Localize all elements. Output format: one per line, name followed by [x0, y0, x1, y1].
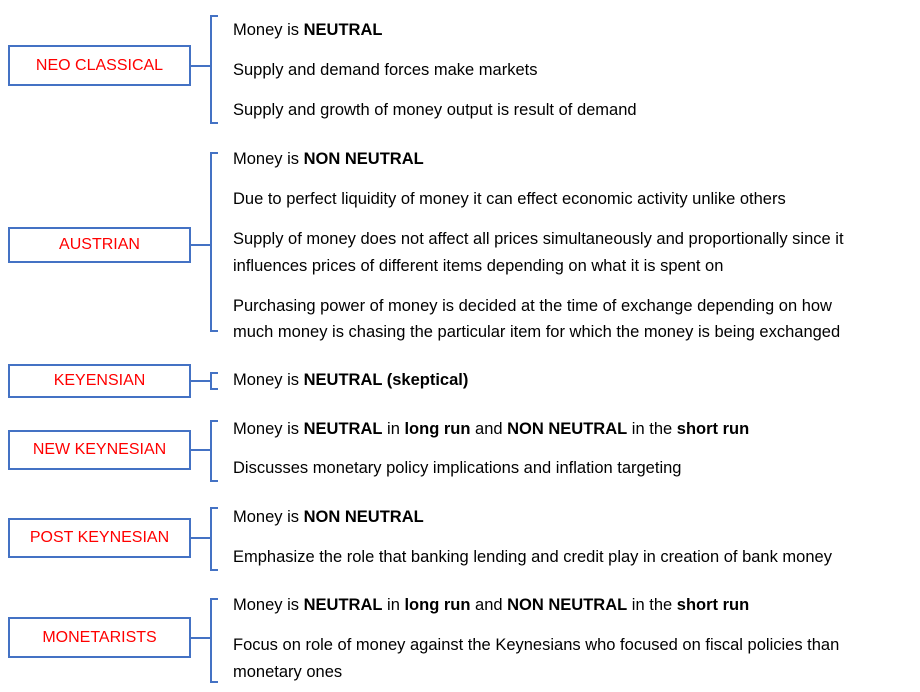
description-line — [233, 367, 468, 393]
school-label: NEW KEYNESIAN — [32, 441, 167, 458]
bold-text: NEUTRAL — [303, 420, 383, 438]
text-run: Money is — [233, 21, 304, 39]
text-run: in the — [627, 596, 677, 614]
text-run: Money is — [233, 508, 304, 526]
text-run: and — [470, 596, 508, 614]
text-run: Supply of money does not affect all prices simultaneously and proportionally since it — [233, 230, 844, 248]
description-line — [233, 17, 382, 43]
bracket — [210, 420, 218, 482]
school-label-box — [8, 45, 191, 86]
text-run: Money is — [233, 420, 304, 438]
description-line — [233, 632, 839, 658]
description-line — [233, 146, 424, 172]
connector-line — [191, 449, 210, 451]
connector-line — [191, 537, 210, 539]
text-run: Supply and growth of money output is result of demand — [233, 101, 637, 119]
description-line — [233, 319, 840, 345]
school-label-box — [8, 617, 191, 658]
bracket — [210, 15, 218, 124]
description-line — [233, 592, 749, 618]
bold-text: NON NEUTRAL — [303, 508, 424, 526]
bracket — [210, 372, 218, 390]
bracket — [210, 598, 218, 683]
bracket — [210, 507, 218, 571]
description-line — [233, 416, 749, 442]
connector-line — [191, 244, 210, 246]
text-run: Money is — [233, 150, 304, 168]
text-run: Emphasize the role that banking lending and credit play in creation of bank money — [233, 548, 832, 566]
text-run: in the — [627, 420, 677, 438]
bold-text: long run — [404, 596, 471, 614]
text-run: much money is chasing the particular item for which the money is being exchanged — [233, 323, 841, 341]
description-line — [233, 544, 832, 570]
text-run: influences prices of different items depending on what it is spent on — [233, 257, 724, 275]
text-run: and — [470, 420, 508, 438]
text-run: Discusses monetary policy implications and inflation targeting — [233, 459, 682, 477]
bold-text: NON NEUTRAL — [507, 420, 628, 438]
description-line — [233, 57, 538, 83]
school-label: AUSTRIAN — [59, 236, 140, 253]
bracket — [210, 152, 218, 332]
connector-line — [191, 637, 210, 639]
description-line — [233, 455, 681, 481]
description-line — [233, 293, 832, 319]
school-label-box — [8, 227, 191, 263]
school-label: POST KEYNESIAN — [29, 529, 170, 546]
bold-text: short run — [676, 420, 750, 438]
school-label-box — [8, 430, 191, 470]
description-line — [233, 659, 342, 685]
school-label: NEO CLASSICAL — [35, 56, 164, 74]
bold-text: NEUTRAL — [303, 596, 383, 614]
connector-line — [191, 380, 210, 382]
text-run: Money is — [233, 596, 304, 614]
description-line — [233, 97, 637, 123]
school-label-box — [8, 518, 191, 558]
connector-line — [191, 65, 210, 67]
bold-text: NEUTRAL (skeptical) — [303, 371, 469, 389]
text-run: Purchasing power of money is decided at the time of exchange depending on how — [233, 297, 832, 315]
text-run: Due to perfect liquidity of money it can effect economic activity unlike others — [233, 190, 786, 208]
school-label-box — [8, 364, 191, 398]
text-run: monetary ones — [233, 663, 343, 681]
school-label: KEYENSIAN — [53, 372, 146, 389]
bold-text: NEUTRAL — [303, 21, 383, 39]
description-line — [233, 226, 844, 252]
school-label: MONETARISTS — [42, 628, 157, 646]
bold-text: NON NEUTRAL — [507, 596, 628, 614]
text-run: Money is — [233, 371, 304, 389]
description-line — [233, 253, 723, 279]
description-line — [233, 504, 424, 530]
text-run: in — [382, 596, 405, 614]
text-run: Focus on role of money against the Keynesians who focused on fiscal policies than — [233, 636, 840, 654]
bold-text: short run — [676, 596, 750, 614]
text-run: Supply and demand forces make markets — [233, 61, 538, 79]
description-line — [233, 186, 786, 212]
bold-text: long run — [404, 420, 471, 438]
bold-text: NON NEUTRAL — [303, 150, 424, 168]
text-run: in — [382, 420, 405, 438]
